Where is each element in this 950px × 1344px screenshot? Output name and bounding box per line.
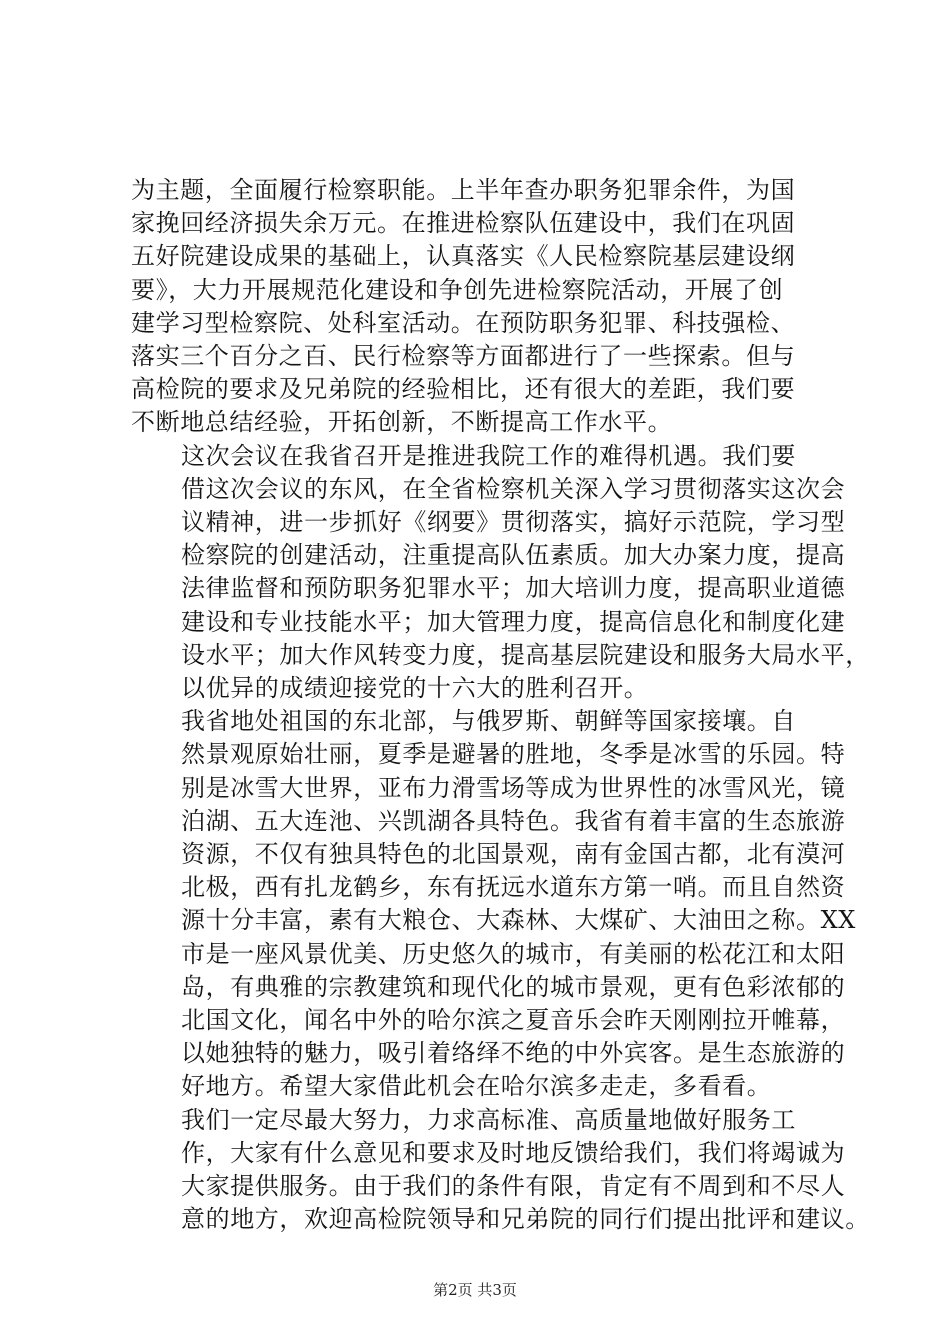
text-line: 泊湖、五大连池、兴凯湖各具特色。我省有着丰富的生态旅游	[181, 806, 846, 835]
text-line: 岛，有典雅的宗教建筑和现代化的城市景观，更有色彩浓郁的	[181, 972, 846, 1001]
text-line: 建设和专业技能水平；加大管理力度，提高信息化和制度化建	[181, 607, 846, 636]
text-line: 资源，不仅有独具特色的北国景观，南有金国古都，北有漠河	[181, 840, 846, 869]
text-line: 高检院的要求及兄弟院的经验相比，还有很大的差距，我们要	[131, 375, 796, 404]
text-line: 以她独特的魅力，吸引着络绎不绝的中外宾客。是生态旅游的	[181, 1039, 846, 1068]
text-line: 别是冰雪大世界，亚布力滑雪场等成为世界性的冰雪风光，镜	[181, 773, 846, 802]
text-line: 议精神，进一步抓好《纲要》贯彻落实，搞好示范院，学习型	[181, 508, 846, 537]
paragraph	[131, 174, 831, 440]
document-body	[131, 174, 870, 1237]
text-line: 好地方。希望大家借此机会在哈尔滨多走走，多看看。	[181, 1072, 772, 1101]
text-line: 法律监督和预防职务犯罪水平；加大培训力度，提高职业道德	[181, 574, 846, 603]
text-line: 我省地处祖国的东北部，与俄罗斯、朝鲜等国家接壤。自	[181, 707, 796, 736]
text-line: 大家提供服务。由于我们的条件有限，肯定有不周到和不尽人	[181, 1172, 846, 1201]
paragraph	[131, 1104, 870, 1237]
text-line: 借这次会议的东风，在全省检察机关深入学习贯彻落实这次会	[181, 474, 846, 503]
text-line: 我们一定尽最大努力，力求高标准、高质量地做好服务工	[181, 1105, 796, 1134]
paragraph	[131, 705, 856, 1103]
paragraph	[131, 440, 870, 706]
text-line: 北极，西有扎龙鹤乡，东有抚远水道东方第一哨。而且自然资	[181, 873, 846, 902]
text-line: 家挽回经济损失余万元。在推进检察队伍建设中，我们在巩固	[131, 209, 796, 238]
text-line: 然景观原始壮丽，夏季是避暑的胜地，冬季是冰雪的乐园。特	[181, 740, 846, 769]
text-line: 设水平；加大作风转变力度，提高基层院建设和服务大局水平，	[181, 640, 870, 669]
page-footer: 第2页 共3页	[433, 1281, 517, 1299]
text-line: 源十分丰富，素有大粮仓、大森林、大煤矿、大油田之称。XX	[181, 906, 856, 935]
text-line: 作，大家有什么意见和要求及时地反馈给我们，我们将竭诚为	[181, 1138, 846, 1167]
text-line: 以优异的成绩迎接党的十六大的胜利召开。	[181, 674, 649, 703]
text-line: 这次会议在我省召开是推进我院工作的难得机遇。我们要	[181, 441, 796, 470]
text-line: 建学习型检察院、处科室活动。在预防职务犯罪、科技强检、	[131, 308, 796, 337]
text-line: 检察院的创建活动，注重提高队伍素质。加大办案力度，提高	[181, 541, 846, 570]
text-line: 落实三个百分之百、民行检察等方面都进行了一些探索。但与	[131, 342, 796, 371]
text-line: 北国文化，闻名中外的哈尔滨之夏音乐会昨天刚刚拉开帷幕，	[181, 1006, 846, 1035]
text-line: 市是一座风景优美、历史悠久的城市，有美丽的松花江和太阳	[181, 939, 846, 968]
text-line: 要》，大力开展规范化建设和争创先进检察院活动，开展了创	[131, 275, 784, 304]
text-line: 五好院建设成果的基础上，认真落实《人民检察院基层建设纲	[131, 242, 796, 271]
text-line: 不断地总结经验，开拓创新，不断提高工作水平。	[131, 408, 673, 437]
text-line: 为主题，全面履行检察职能。上半年查办职务犯罪余件，为国	[131, 176, 796, 204]
text-line: 意的地方，欢迎高检院领导和兄弟院的同行们提出批评和建议。	[181, 1205, 870, 1234]
